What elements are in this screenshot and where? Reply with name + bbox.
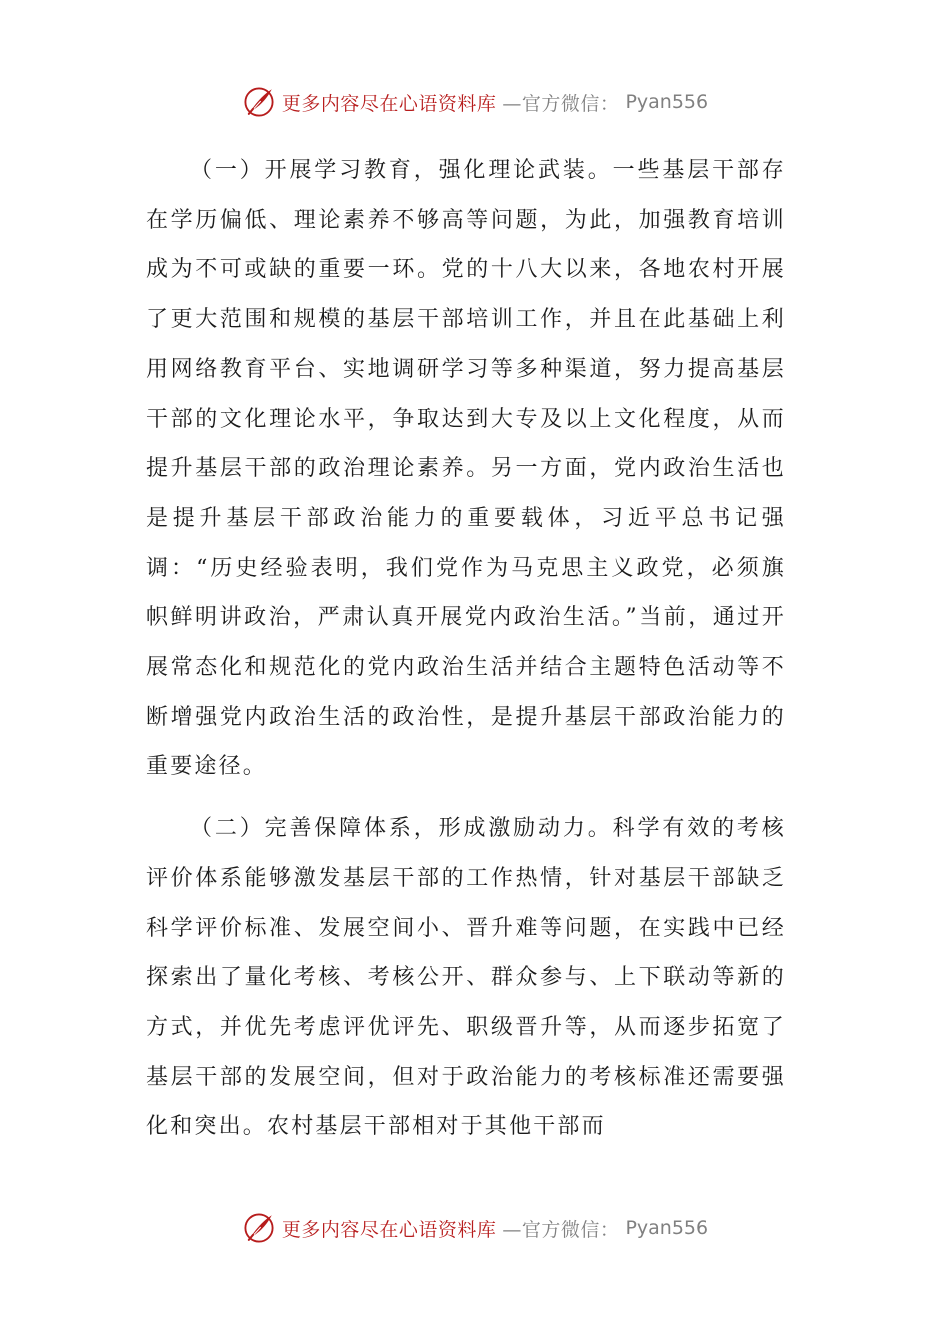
footer-banner-inner [242,1211,708,1245]
footer-banner [0,1208,950,1248]
paragraph-1: （一）开展学习教育，强化理论武装。一些基层干部存在学历偏低、理论素养不够高等问题，为此，加强教育培训成为不可或缺的重要一环。党的十八大以来，各地农村开展了更大范围和规模的基层干部培训工作，并且在此基础上利用网络教育平台、实地调研学习等多种渠道，努力提高基层干部的文化理论水平，争取达到大专及以上文化程度，从而提升基层干部的政治理论素养。另一方面，党内政治生活也是提升基层干部政治能力的重要载体，习近平总书记强调：“历史经验表明，我们党作为马克思主义政党，必须旗帜鲜明讲政治，严肃认真开展党内政治生活。”当前，通过开展常态化和规范化的党内政治生活并结合主题特色活动等不断增强党内政治生活的政治性，是提升基层干部政治能力的重要途径。 [146,158,786,780]
header-banner [0,82,950,122]
paragraph-2: （二）完善保障体系，形成激励动力。科学有效的考核评价体系能够激发基层干部的工作热情，针对基层干部缺乏科学评价标准、发展空间小、晋升难等问题，在实践中已经探索出了量化考核、考核公开、群众参与、上下联动等新的方式，并优先考虑评优评先、职级晋升等，从而逐步拓宽了基层干部的发展空间，但对于政治能力的考核标准还需要强化和突出。农村基层干部相对于其他干部而 [146,816,786,1140]
quill-pen-logo-icon [242,1211,276,1245]
header-banner-inner [242,85,708,119]
banner-wechat-id: Pyan556 [625,91,709,113]
banner-wechat-id: Pyan556 [625,1217,709,1239]
document-body [146,146,786,1164]
banner-brand-text: 更多内容尽在心语资料库 [281,92,497,115]
banner-brand-text: 更多内容尽在心语资料库 [281,1218,497,1241]
banner-wechat-label: —官方微信： [502,92,620,115]
banner-wechat-label: —官方微信： [502,1218,620,1241]
quill-pen-logo-icon [242,85,276,119]
